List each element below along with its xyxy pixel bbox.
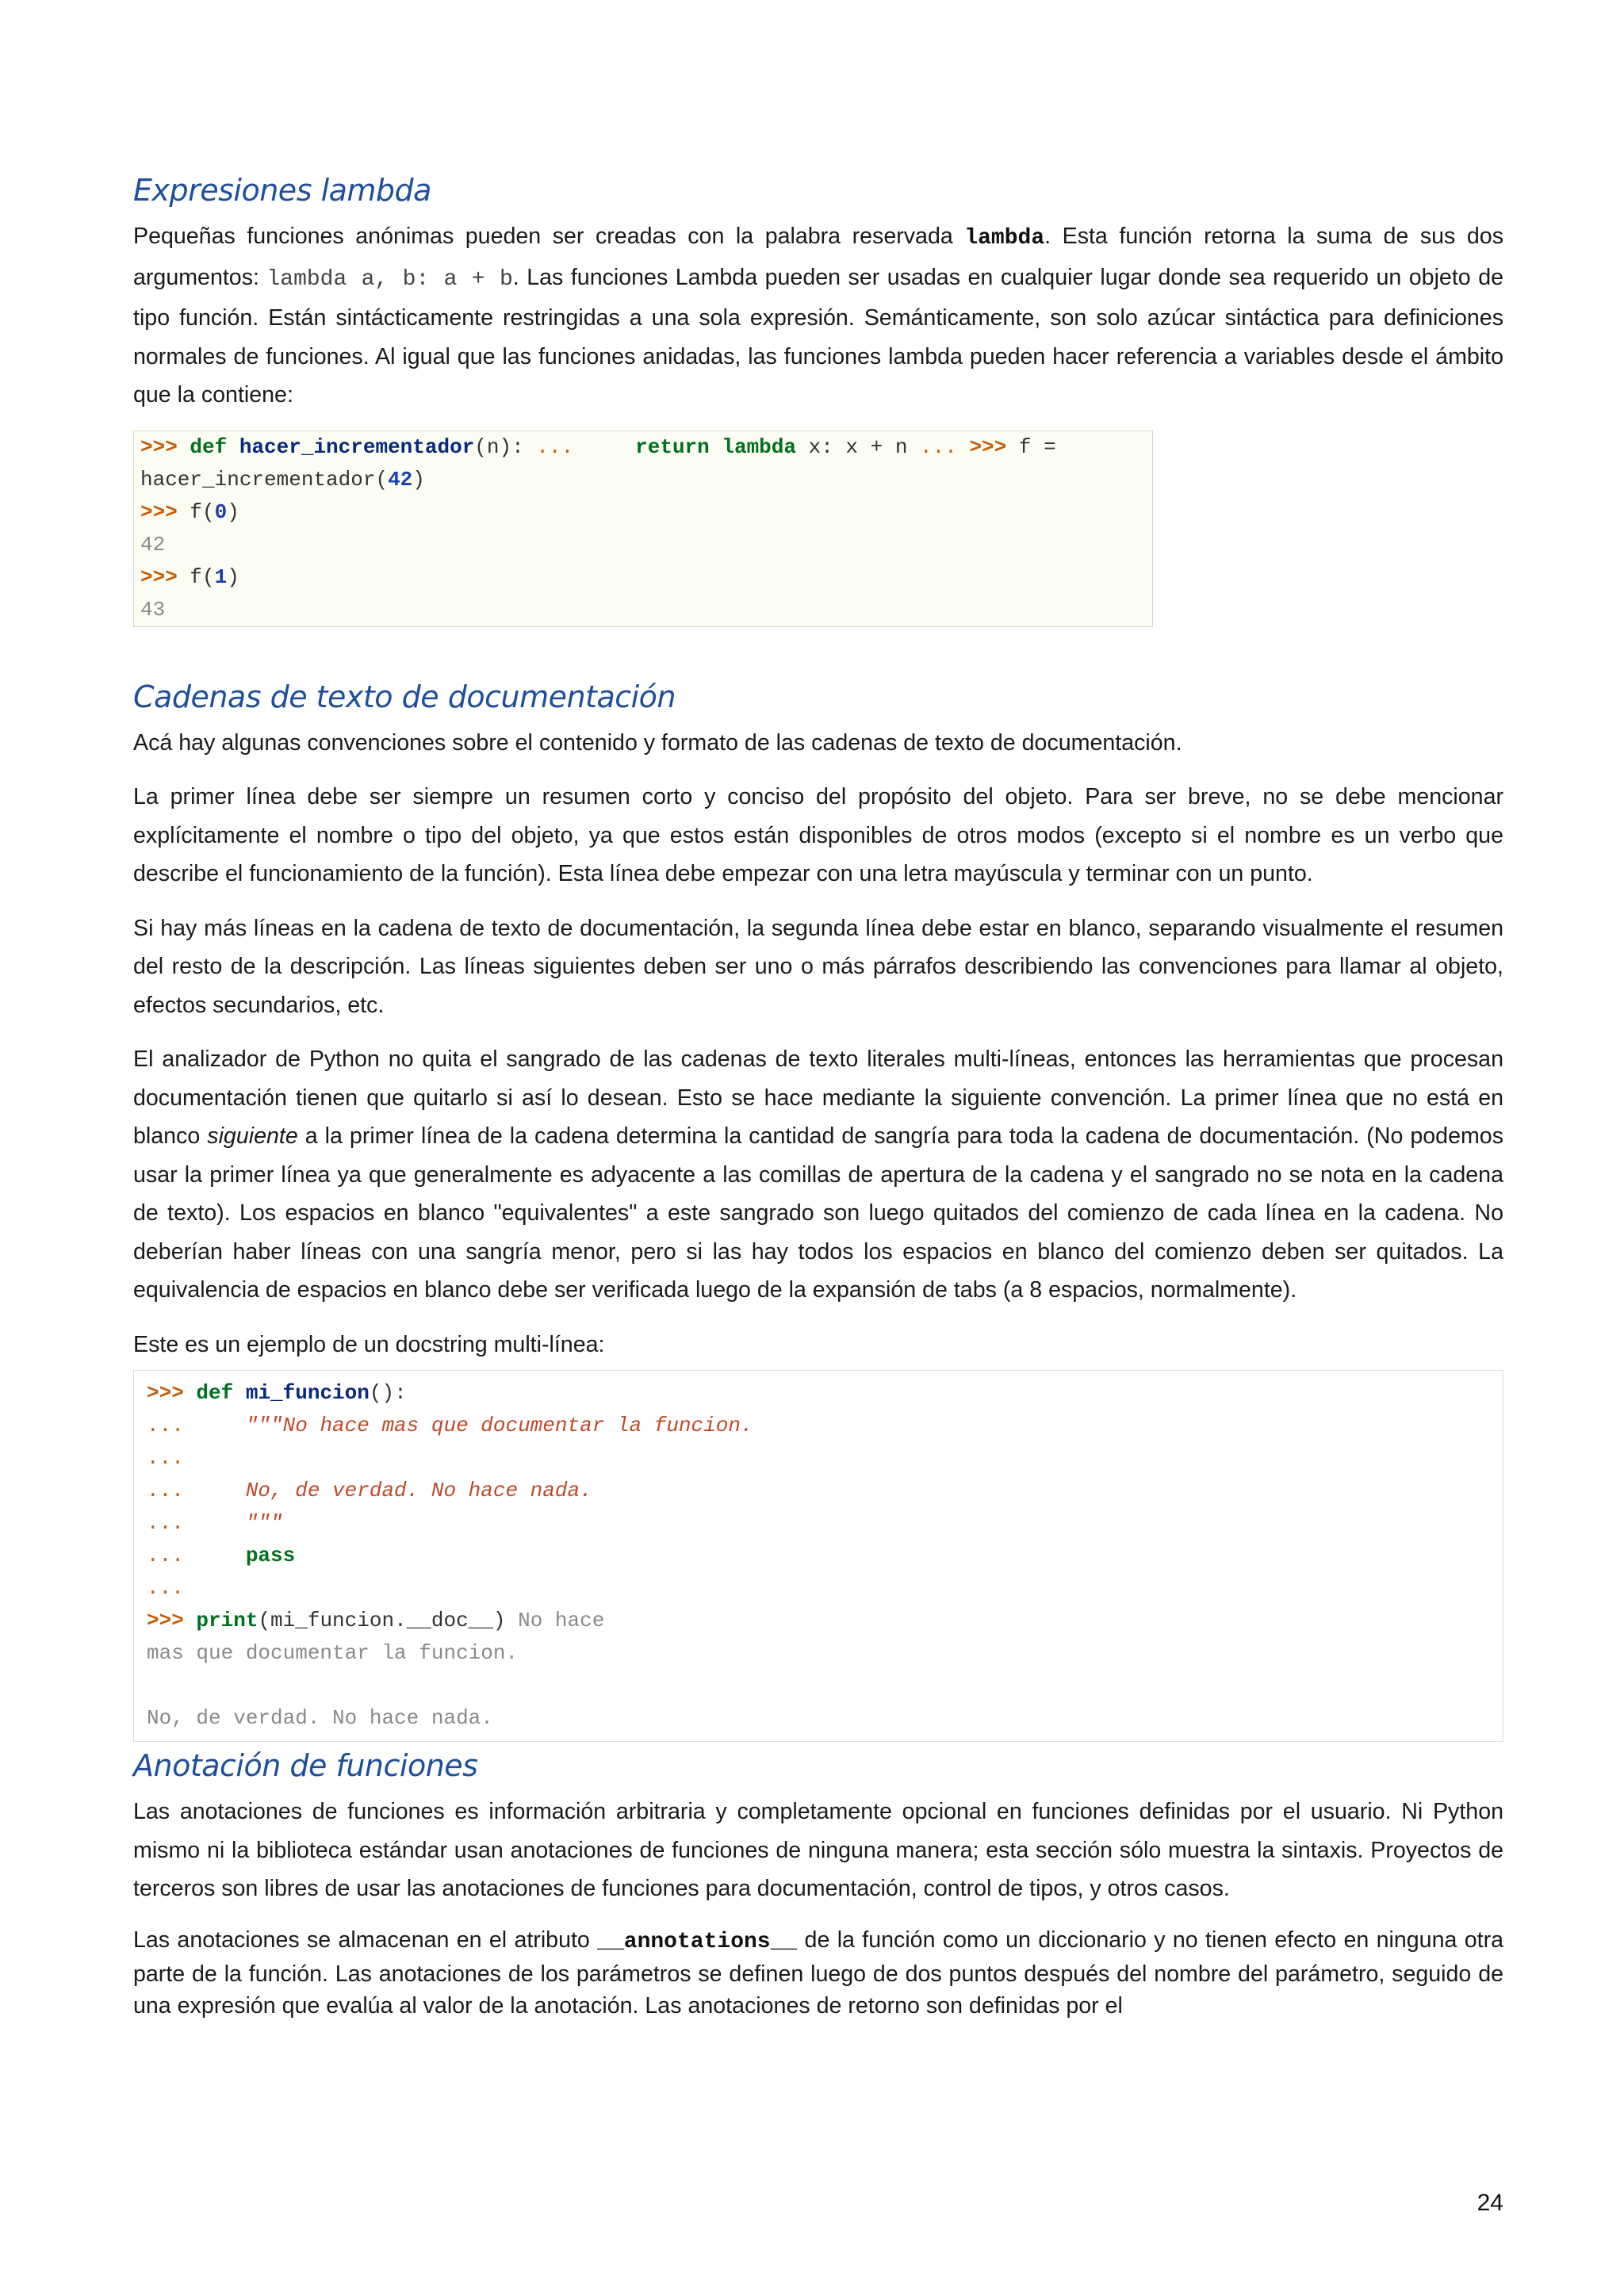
continuation-prompt: ... bbox=[920, 434, 957, 459]
lambda-inline-code: lambda a, b: a + b bbox=[266, 266, 513, 292]
code-keyword: pass bbox=[245, 1544, 296, 1567]
paragraph-text: El analizador de Python no quita el sangrado de las cadenas de texto literales multi-líneas, entonces las herramientas que procesan documentación tienen que quitarlo si así lo desean. Esto se hace mediante la siguiente convención. La primer línea que no está en blanco bbox=[133, 1047, 1503, 1149]
code-output: No, de verdad. No hace nada. bbox=[147, 1706, 493, 1730]
annotations-paragraph-2 bbox=[133, 1924, 1503, 2022]
continuation-prompt: ... bbox=[536, 434, 574, 459]
emphasis-text: siguiente bbox=[207, 1123, 298, 1149]
paragraph-text: Las anotaciones se almacenan en el atributo bbox=[133, 1927, 598, 1953]
paragraph-text: a la primer línea de la cadena determina la cantidad de sangría para toda la cadena de documentación. (No podemos usar la primer línea ya que generalmente es adyacente a las comillas de apertura de la cadena y el sangrado no se nota en la cadena de texto). Los espacios en blanco "equivalentes" a este sangrado son luego quitados del comienzo de cada línea en la cadena. No deberían haber líneas con una sangría menor, pero si las hay todos los espacios en blanco del comienzo deben ser quitados. La equivalencia de espacios en blanco debe ser verificada luego de la expansión de tabs (a 8 espacios, normalmente). bbox=[133, 1123, 1503, 1303]
code-keyword: lambda bbox=[722, 434, 796, 459]
code-keyword: def bbox=[190, 434, 228, 459]
docstrings-paragraph-1: Acá hay algunas convenciones sobre el contenido y formato de las cadenas de texto de documentación. bbox=[133, 729, 1182, 756]
prompt: >>> bbox=[147, 1609, 184, 1632]
page-number: 24 bbox=[1477, 2190, 1503, 2216]
code-string: """No hace mas que documentar la funcion. bbox=[245, 1414, 753, 1437]
prompt: >>> bbox=[140, 434, 178, 459]
code-output: mas que documentar la funcion. bbox=[147, 1641, 519, 1665]
section-heading-annotations: Anotación de funciones bbox=[133, 1748, 478, 1783]
code-text: (mi_funcion.__doc__) bbox=[258, 1609, 519, 1632]
lambda-code bbox=[140, 431, 1146, 626]
code-text: x: x + n bbox=[796, 434, 921, 459]
paragraph-text: de la función como un diccionario y no tienen efecto en ninguna otra parte de la función. Las anotaciones de los parámetros se definen luego de dos puntos después del nombre del parámetro, seguido de una expresión que evalúa al valor de la anotación. Las anotaciones de retorno son definidas por el bbox=[133, 1927, 1503, 2019]
code-string: """ bbox=[245, 1511, 283, 1535]
docstrings-paragraph-3: Si hay más líneas en la cadena de texto de documentación, la segunda línea debe estar en blanco, separando visualmente el resumen del resto de la descripción. Las líneas siguientes deben ser uno o más párrafos describiendo las convenciones para llamar al objeto, efectos secundarios, etc. bbox=[133, 915, 1503, 1018]
code-builtin: print bbox=[196, 1609, 259, 1632]
code-text: (n): bbox=[474, 434, 537, 459]
continuation-prompt: ... bbox=[147, 1576, 184, 1600]
code-string: No, de verdad. No hace nada. bbox=[245, 1479, 592, 1502]
continuation-prompt: ... bbox=[147, 1544, 184, 1567]
docstring-code-block bbox=[133, 1370, 1503, 1742]
continuation-prompt: ... bbox=[147, 1511, 184, 1535]
code-output: 42 bbox=[140, 532, 166, 557]
code-text: f( bbox=[177, 564, 215, 589]
code-text: ) bbox=[412, 467, 425, 492]
continuation-prompt: ... bbox=[147, 1479, 184, 1502]
docstrings-paragraph-4 bbox=[133, 1040, 1503, 1310]
code-number: 42 bbox=[388, 467, 413, 492]
code-keyword: def bbox=[196, 1381, 234, 1405]
code-text: ) bbox=[227, 499, 239, 524]
code-output: No hace bbox=[518, 1609, 605, 1632]
continuation-prompt: ... bbox=[147, 1446, 184, 1470]
prompt: >>> bbox=[140, 564, 178, 589]
section-heading-docstrings: Cadenas de texto de documentación bbox=[133, 679, 676, 714]
docstrings-paragraph-5: Este es un ejemplo de un docstring multi-línea: bbox=[133, 1331, 605, 1357]
docstrings-paragraph-2: La primer línea debe ser siempre un resumen corto y conciso del propósito del objeto. Para ser breve, no se debe mencionar explícitamente el nombre o tipo del objeto, ya que estos están disponibles de otros modos (excepto si el nombre es un verbo que describe el funcionamiento de la función). Esta línea debe empezar con una letra mayúscula y terminar con un punto. bbox=[133, 784, 1503, 886]
lambda-text-a: Pequeñas funciones anónimas pueden ser creadas con la palabra reservada bbox=[133, 224, 965, 249]
code-text: hacer_incrementador( bbox=[140, 467, 389, 492]
code-function-name: mi_funcion bbox=[245, 1381, 370, 1405]
code-output: 43 bbox=[140, 597, 166, 622]
code-text: (): bbox=[369, 1381, 407, 1405]
lambda-code-block bbox=[133, 430, 1153, 627]
lambda-paragraph bbox=[133, 217, 1503, 415]
code-number: 1 bbox=[214, 564, 228, 589]
annotations-paragraph-1: Las anotaciones de funciones es información arbitraria y completamente opcional en funciones definidas por el usuario. Ni Python mismo ni la biblioteca estándar usan anotaciones de funciones de ninguna manera; esta sección sólo muestra la sintaxis. Proyectos de terceros son libres de usar las anotaciones de funciones para documentación, control de tipos, y otros casos. bbox=[133, 1799, 1503, 1901]
prompt: >>> bbox=[140, 499, 178, 524]
lambda-text-b: . Esta función retorna la suma de sus dos argumentos: bbox=[133, 224, 1503, 290]
code-text: f( bbox=[177, 499, 215, 524]
annotations-attribute-code: __annotations__ bbox=[597, 1929, 798, 1954]
code-keyword: return bbox=[635, 434, 710, 459]
section-heading-lambda: Expresiones lambda bbox=[133, 173, 431, 208]
code-function-name: hacer_incrementador bbox=[239, 434, 475, 459]
lambda-text-c: . Las funciones Lambda pueden ser usadas en cualquier lugar donde sea requerido un objeto de tipo función. Están sintácticamente restringidas a una sola expresión. Semánticamente, son solo azúcar sintáctica para definiciones normales de funciones. Al igual que las funciones anidadas, las funciones lambda pueden hacer referencia a variables desde el ámbito que la contiene: bbox=[133, 264, 1504, 408]
code-number: 0 bbox=[214, 499, 228, 524]
docstring-code bbox=[147, 1377, 1490, 1735]
code-text: f = bbox=[1006, 434, 1056, 459]
lambda-keyword: lambda bbox=[964, 226, 1045, 251]
continuation-prompt: ... bbox=[147, 1414, 184, 1437]
prompt: >>> bbox=[147, 1381, 184, 1405]
prompt: >>> bbox=[969, 434, 1007, 459]
page-content bbox=[133, 170, 1503, 2038]
code-text: ) bbox=[227, 564, 239, 589]
